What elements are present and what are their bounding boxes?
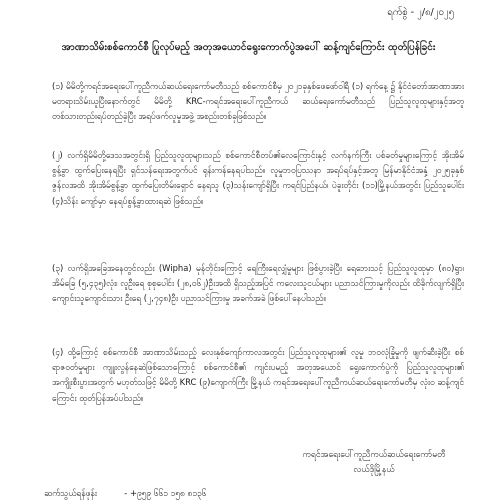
paragraph-4-text: (၄) ထို့ကြောင့် စစ်ကောင်စီ အာဏာသိမ်းသည့် လေးနှစ်ကျော်ကာလအတွင်း ပြည်သူလူထုများ၏ လူမှု ဘဝလုံခြုံမှုကို ဖျက်ဆီးခဲ့ပြီး စစ်ရာဇဝတ်မှုများ ကျူးလွန်နေဆဲဖြစ်သောကြောင့် စစ်ကောင်စီ၏ ကျင်းပမည့် အတုအယောင် ရွေးကောက်ပွဲကို ပြည်သူလူထုများ၏ အကျိုးစီးပွားအတွက် မဟုတ်သဖြင့် မိမိတို့ KRC (၉)ကျောက်ကြီး မြို့နယ် ကရင်အရေးပေါ်ကူညီကယ်ဆယ်ရေးကော်မတီမှ လုံးဝ ဆန့်ကျင်ကြောင်း ထုတ်ပြန်အပ်ပါသည်။ xyxy=(52,347,464,403)
paragraph-4 xyxy=(52,345,464,406)
signature-block xyxy=(290,448,458,478)
paragraph-1-text: (၁) မိမိတို့ကရင်အရေးပေါ်ကူညီကယ်ဆယ်ရေးကော်မတီသည် စစ်ကောင်စီမှ ၂၀၂၁ခုနှစ်ဖေဖော်ဝါရီ (၁) ရက်နေ့ ၌ နိုင်ငံတော်အာဏာအား မတရားသိမ်းယူပြီးနောက်တွင် မိမိတို့ KRC-ကရင်အရေးပေါ်ကူညီကယ် ဆယ်ရေးကော်မတီသည် ပြည်သူလူထုများနှင့်အတူ တစ်သားတည်းရပ်တည်ခဲ့ပြီး အရပ်ဖက်လူမှုအဖွဲ့ အစည်းတစ်ခုဖြစ်သည်။ xyxy=(52,81,464,122)
paragraph-3 xyxy=(52,261,464,307)
paragraph-2-text: (၂) လက်ရှိမိမိတို့ဒေသအတွင်းရှိ ပြည်သူလူထုများသည် စစ်ကောင်စီတပ်၏လေကြောင်းနှင့် လက်နက်ကြီး ပစ်ခတ်မှုများကြောင့် အိုးအိမ်စွန့်ခွာ ထွက်ပြေးနေရပြီး ရှင်သန်ရေးအတွက်ပင် ရုန်းကန်နေရပါသည်။ လူမှုဘဝပြဿနာ အရပ်ရပ်နှင့်အတူ မြန်မာနိုင်ငံအနှံ့ ၂၀၂၅ခုနှစ် ဇွန်လအထိ အိုးအိမ်စွန့်ခွာ ထွက်ပြေးတိမ်းရှောင် နေရသူ (၃)သန်းကျော်ရှိပြီး ကရင်ပြည်နယ်၊ ပဲခူးတိုင်း (၁၁)မြို့နယ်အတွင်း ပြည်သူပေါင်း (၄)သိန်း ကျော်မှာ နေရပ်စွန့်ခွာထားရဆဲ ဖြစ်သည်။ xyxy=(52,150,464,206)
signature-organization: ကရင်အရေးပေါ်ကူညီကယ်ဆယ်ရေးကော်မတီ xyxy=(302,450,446,460)
paragraph-1 xyxy=(52,79,464,125)
paragraph-2 xyxy=(52,148,464,209)
signature-township: လယ်ဒိုမြို့နယ် xyxy=(353,465,395,475)
document-title: အာဏာသိမ်းစစ်ကောင်စီ ပြုလုပ်မည့် အတုအယောင်ရွေးကောက်ပွဲအပေါ် ဆန့်ကျင်ကြောင်း ထုတ်ပြန်ခြင်း xyxy=(61,42,436,53)
document-date: ရက်စွဲ - ၂/၈/၂၀၂၅ xyxy=(387,7,454,18)
paragraph-3-text: (၃) လက်ရှိအခြေအနေတွင်လည်း (Wipha) မုန်တိုင်းကြောင့် ရေကြီးရေလျှံမှုများ ဖြစ်ပွားခဲ့ပြီး ရေဘေးသင့် ပြည်သူလူထုမှာ (၈၀)ရွာ၊ အိမ်ခြေ (၅,၄၃၅)လုံး၊ လူဦးရေ စုစုပေါင်း (၂၈,၀၆၂)ဦးအထိ ရှိသည့်အပြင် ကလေးသူငယ်များ ပညာသင်ကြားမှုကိုလည်း ထိခိုက်လျက်ရှိပြီး ကျောင်းသူကျောင်းသား ဦးရေ (၂,၇၄၈)ဦး ပညာသင်ကြားမှု အခက်အခဲ ဖြစ်ပေါ်နေပါသည်။ xyxy=(52,263,464,304)
contact-line xyxy=(44,488,206,501)
contact-phone: - +၉၅၉ ၆၆၁ ၁၅၈ ၈၁၃၆ xyxy=(124,488,207,498)
contact-label: ဆက်သွယ်ရန်ဖုန်း xyxy=(44,488,97,498)
